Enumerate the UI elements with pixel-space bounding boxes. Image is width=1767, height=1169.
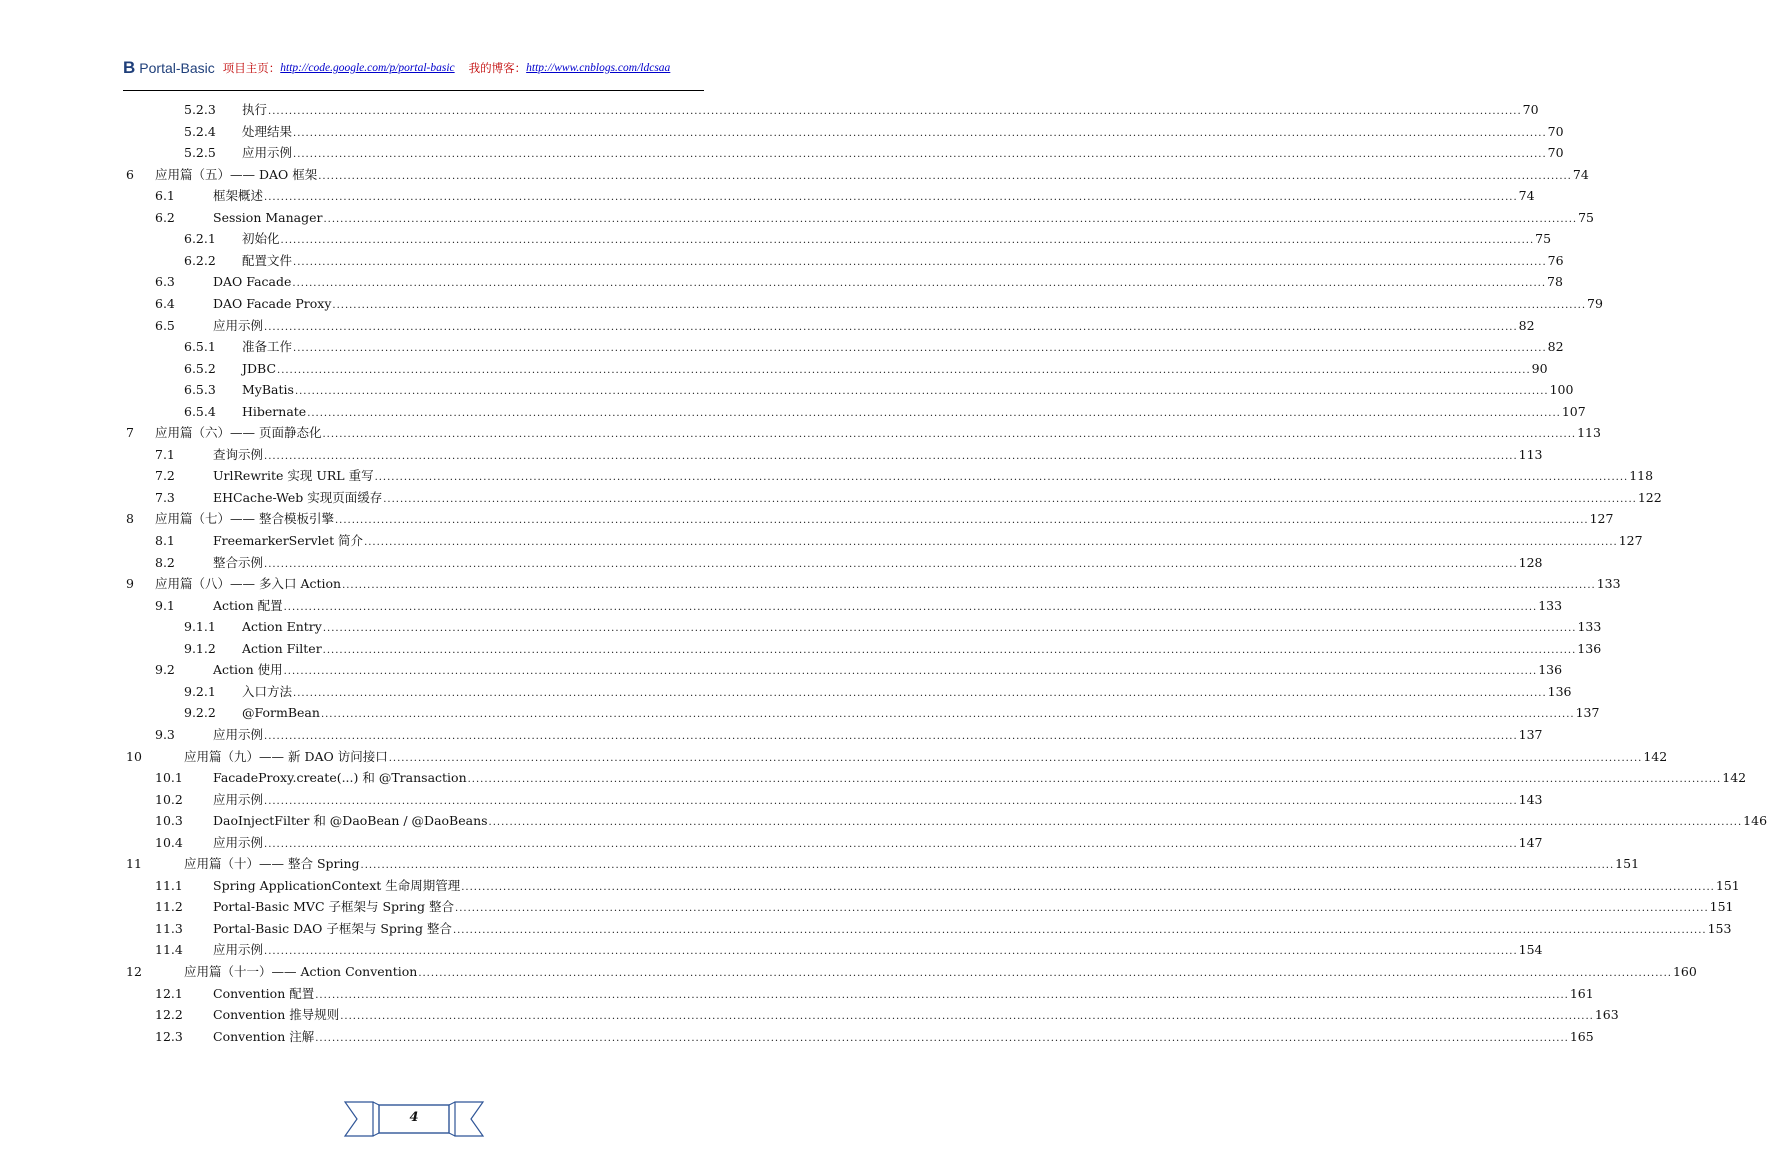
toc-entry-title: 配置文件: [242, 252, 293, 268]
toc-entry-title: Action 配置: [213, 597, 283, 613]
toc-entry-number: 5.2.3: [184, 102, 216, 117]
toc-entry[interactable]: [0, 487, 1662, 508]
toc-entry[interactable]: [0, 702, 1600, 723]
toc-entry[interactable]: [0, 746, 1668, 767]
toc-entry[interactable]: [0, 832, 1543, 853]
toc-entry-title: 应用篇（六）—— 页面静态化: [155, 425, 322, 441]
toc-entry-number: 12.2: [155, 1007, 183, 1023]
toc-entry-page: 133: [1577, 619, 1602, 635]
toc-entry[interactable]: [0, 401, 1586, 422]
toc-entry[interactable]: [0, 422, 1601, 443]
toc-entry[interactable]: [0, 99, 1539, 120]
toc-entry[interactable]: [0, 250, 1564, 271]
toc-entry-number: 9: [126, 576, 134, 592]
toc-dot-leader: ............................................................................................................................................................................................................................................................................................................: [418, 968, 1672, 979]
toc-dot-leader: ............................................................................................................................................................................................................................................................................................................: [293, 127, 1547, 139]
toc-dot-leader: ............................................................................................................................................................................................................................................................................................................: [452, 924, 1707, 936]
toc-dot-leader: ............................................................................................................................................................................................................................................................................................................: [315, 1032, 1569, 1044]
toc-entry-number: 12: [126, 964, 142, 979]
toc-entry[interactable]: [0, 358, 1548, 379]
toc-entry-number: 10.1: [155, 770, 183, 786]
toc-entry-page: 165: [1569, 1028, 1594, 1044]
toc-entry-title: 应用篇（十）—— 整合 Spring: [184, 856, 360, 872]
toc-dot-leader: ............................................................................................................................................................................................................................................................................................................: [293, 343, 1547, 355]
toc-entry-title: Convention 推导规则: [213, 1007, 340, 1023]
toc-entry-title: 应用示例: [213, 942, 264, 958]
toc-entry-number: 6.5.1: [184, 339, 216, 355]
toc-entry-page: 136: [1577, 640, 1602, 656]
toc-entry-page: 107: [1561, 403, 1586, 419]
toc-entry[interactable]: [0, 142, 1564, 163]
toc-dot-leader: ............................................................................................................................................................................................................................................................................................................: [383, 493, 1637, 505]
toc-dot-leader: ............................................................................................................................................................................................................................................................................................................: [283, 601, 1538, 613]
toc-dot-leader: ............................................................................................................................................................................................................................................................................................................: [364, 537, 1618, 548]
toc-entry-title: Action 使用: [213, 662, 283, 678]
toc-entry-title: @FormBean: [242, 705, 320, 721]
toc-dot-leader: ............................................................................................................................................................................................................................................................................................................: [322, 429, 1577, 441]
toc-dot-leader: ............................................................................................................................................................................................................................................................................................................: [334, 515, 1589, 527]
header-bar: [123, 58, 670, 78]
toc-entry-number: 6.1: [155, 188, 175, 204]
toc-entry-page: 70: [1547, 145, 1564, 161]
toc-entry-title: Spring ApplicationContext 生命周期管理: [213, 877, 461, 893]
toc-dot-leader: ............................................................................................................................................................................................................................................................................................................: [467, 774, 1722, 786]
toc-entry-number: 9.2: [155, 662, 175, 678]
logo-mark: B: [123, 58, 136, 77]
toc-entry[interactable]: [0, 228, 1552, 249]
toc-entry-page: 151: [1615, 856, 1640, 872]
homepage-label: 项目主页：: [222, 61, 281, 75]
toc-entry-page: 142: [1722, 770, 1747, 786]
toc-entry-page: 70: [1522, 102, 1539, 117]
toc-entry[interactable]: [0, 293, 1603, 314]
toc-entry-number: 5.2.5: [184, 145, 216, 161]
toc-entry-page: 133: [1538, 597, 1563, 613]
toc-entry-number: 12.3: [155, 1028, 183, 1044]
toc-entry-title: 应用示例: [213, 317, 264, 333]
toc-entry-page: 90: [1531, 360, 1548, 376]
toc-entry[interactable]: [0, 379, 1574, 400]
toc-entry-page: 147: [1518, 834, 1543, 850]
toc-entry-title: Action Entry: [242, 619, 322, 635]
toc-entry-number: 7.1: [155, 446, 175, 462]
toc-entry[interactable]: [0, 207, 1594, 228]
toc-entry-number: 9.1.1: [184, 619, 216, 635]
toc-entry-page: 122: [1637, 489, 1662, 505]
toc-entry-number: 9.3: [155, 726, 175, 742]
toc-entry-title: MyBatis: [242, 382, 294, 398]
toc-entry[interactable]: [0, 767, 1747, 788]
toc-entry-number: 11.2: [155, 899, 183, 915]
toc-entry-page: 82: [1518, 317, 1535, 333]
toc-dot-leader: ............................................................................................................................................................................................................................................................................................................: [292, 278, 1547, 290]
toc-entry[interactable]: [0, 724, 1543, 745]
toc-dot-leader: ............................................................................................................................................................................................................................................................................................................: [374, 472, 1629, 484]
toc-entry-number: 9.1: [155, 597, 175, 613]
toc-entry-page: 163: [1594, 1007, 1619, 1023]
toc-entry-number: 6.5.3: [184, 382, 216, 398]
toc-dot-leader: ............................................................................................................................................................................................................................................................................................................: [293, 687, 1547, 699]
toc-entry[interactable]: [0, 961, 1697, 982]
toc-entry-page: 78: [1547, 274, 1563, 290]
toc-entry-number: 11.1: [155, 877, 183, 893]
toc-entry-title: 应用篇（八）—— 多入口 Action: [155, 576, 342, 592]
toc-dot-leader: ............................................................................................................................................................................................................................................................................................................: [332, 299, 1587, 311]
portal-basic-logo: [123, 58, 215, 78]
toc-entry-page: 136: [1547, 683, 1572, 699]
toc-entry-number: 6.4: [155, 295, 175, 311]
toc-entry-title: DAO Facade Proxy: [213, 295, 332, 311]
toc-entry-number: 6.2.1: [184, 231, 216, 247]
toc-entry-title: EHCache-Web 实现页面缓存: [213, 489, 383, 505]
toc-entry-number: 10.2: [155, 791, 183, 807]
toc-entry-title: Action Filter: [242, 640, 322, 656]
toc-entry[interactable]: [0, 595, 1563, 616]
toc-entry-page: 133: [1596, 576, 1621, 592]
toc-entry-title: Convention 配置: [213, 985, 315, 1001]
toc-entry-title: 应用示例: [213, 834, 264, 850]
toc-entry-page: 113: [1518, 446, 1543, 462]
toc-entry-page: 142: [1643, 748, 1668, 764]
toc-dot-leader: ............................................................................................................................................................................................................................................................................................................: [455, 903, 1709, 915]
toc-entry[interactable]: [0, 573, 1621, 594]
toc-entry-title: FacadeProxy.create(...) 和 @Transaction: [213, 770, 467, 786]
toc-entry[interactable]: [0, 875, 1740, 896]
toc-entry[interactable]: [0, 616, 1602, 637]
toc-entry-number: 10.4: [155, 834, 183, 850]
homepage-link[interactable]: http://code.google.com/p/portal-basic: [280, 62, 455, 74]
toc-entry-page: 113: [1577, 425, 1601, 441]
toc-entry-page: 137: [1575, 705, 1600, 721]
toc-entry-number: 8.1: [155, 533, 175, 548]
toc-dot-leader: ............................................................................................................................................................................................................................................................................................................: [488, 817, 1743, 829]
toc-entry-title: 应用示例: [213, 726, 264, 742]
toc-entry-page: 118: [1629, 468, 1654, 484]
toc-entry-page: 161: [1569, 985, 1594, 1001]
toc-entry[interactable]: [0, 810, 1767, 831]
blog-link[interactable]: http://www.cnblogs.com/ldcsaa: [526, 62, 671, 74]
blog-label: 我的博客：: [468, 61, 527, 75]
toc-entry[interactable]: [0, 659, 1563, 680]
toc-entry-number: 11.4: [155, 942, 183, 958]
toc-dot-leader: ............................................................................................................................................................................................................................................................................................................: [264, 730, 1518, 742]
toc-dot-leader: ............................................................................................................................................................................................................................................................................................................: [268, 106, 1522, 117]
toc-entry[interactable]: [0, 530, 1643, 551]
toc-entry[interactable]: [0, 681, 1572, 702]
toc-entry-title: Session Manager: [213, 209, 323, 225]
toc-dot-leader: ............................................................................................................................................................................................................................................................................................................: [264, 946, 1518, 958]
toc-entry-number: 11: [126, 856, 142, 872]
toc-entry-number: 10.3: [155, 813, 183, 829]
header-divider: [123, 90, 704, 91]
toc-entry-number: 11.3: [155, 920, 183, 936]
toc-entry-number: 7: [126, 425, 134, 441]
toc-entry-number: 7.3: [155, 489, 175, 505]
toc-entry-title: 应用篇（十一）—— Action Convention: [184, 964, 418, 979]
toc-entry-number: 6: [126, 166, 134, 182]
toc-entry-page: 136: [1538, 662, 1563, 678]
toc-entry-title: 入口方法: [242, 683, 293, 699]
toc-entry-number: 6.5.4: [184, 403, 216, 419]
toc-entry-title: JDBC: [242, 360, 277, 376]
toc-entry-number: 10: [126, 748, 142, 764]
toc-entry-page: 70: [1547, 123, 1564, 139]
toc-entry[interactable]: [0, 1026, 1594, 1047]
toc-entry-page: 154: [1518, 942, 1543, 958]
toc-entry-title: Hibernate: [242, 403, 307, 419]
toc-entry-page: 146: [1743, 813, 1767, 829]
toc-entry[interactable]: [0, 315, 1535, 336]
toc-entry[interactable]: [0, 508, 1614, 529]
toc-dot-leader: ............................................................................................................................................................................................................................................................................................................: [264, 558, 1518, 570]
toc-entry-title: 应用篇（五）—— DAO 框架: [155, 166, 318, 182]
toc-entry-page: 151: [1709, 899, 1734, 915]
toc-entry[interactable]: [0, 638, 1602, 659]
toc-dot-leader: ............................................................................................................................................................................................................................................................................................................: [388, 752, 1643, 764]
toc-dot-leader: ............................................................................................................................................................................................................................................................................................................: [360, 860, 1615, 872]
toc-entry[interactable]: [0, 444, 1543, 465]
toc-dot-leader: ............................................................................................................................................................................................................................................................................................................: [293, 149, 1547, 161]
toc-entry-title: 框架概述: [213, 188, 264, 204]
toc-entry-title: 应用示例: [213, 791, 264, 807]
toc-entry-title: UrlRewrite 实现 URL 重写: [213, 468, 374, 484]
toc-dot-leader: ............................................................................................................................................................................................................................................................................................................: [461, 881, 1715, 893]
page-number: 4: [409, 1110, 419, 1125]
toc-dot-leader: ............................................................................................................................................................................................................................................................................................................: [322, 623, 1577, 635]
toc-entry[interactable]: [0, 939, 1543, 960]
toc-entry-number: 12.1: [155, 985, 183, 1001]
toc-dot-leader: ............................................................................................................................................................................................................................................................................................................: [264, 192, 1518, 204]
toc-entry-page: 151: [1715, 877, 1740, 893]
toc-entry-title: 应用篇（九）—— 新 DAO 访问接口: [184, 748, 388, 764]
toc-entry-page: 160: [1672, 964, 1697, 979]
toc-entry-page: 74: [1572, 166, 1589, 182]
toc-entry[interactable]: [0, 271, 1563, 292]
toc-entry[interactable]: [0, 336, 1564, 357]
toc-dot-leader: ............................................................................................................................................................................................................................................................................................................: [318, 170, 1572, 182]
toc-entry-title: 处理结果: [242, 123, 293, 139]
toc-entry-title: 执行: [242, 102, 268, 117]
toc-entry-title: FreemarkerServlet 简介: [213, 533, 364, 548]
toc-dot-leader: ............................................................................................................................................................................................................................................................................................................: [264, 321, 1518, 333]
page-footer: [343, 1098, 485, 1140]
toc-entry-page: 79: [1587, 295, 1603, 311]
toc-entry-title: 应用篇（七）—— 整合模板引擎: [155, 511, 334, 527]
toc-entry-title: DAO Facade: [213, 274, 292, 290]
toc-entry-title: 准备工作: [242, 339, 293, 355]
toc-dot-leader: ............................................................................................................................................................................................................................................................................................................: [280, 235, 1535, 247]
toc-dot-leader: ............................................................................................................................................................................................................................................................................................................: [283, 666, 1538, 678]
toc-entry[interactable]: [0, 164, 1589, 185]
toc-dot-leader: ............................................................................................................................................................................................................................................................................................................: [294, 386, 1549, 398]
toc-entry-number: 6.2: [155, 209, 175, 225]
toc-dot-leader: ............................................................................................................................................................................................................................................................................................................: [264, 838, 1518, 850]
toc-entry-page: 127: [1589, 511, 1614, 527]
toc-entry-title: DaoInjectFilter 和 @DaoBean / @DaoBeans: [213, 813, 488, 829]
toc-dot-leader: ............................................................................................................................................................................................................................................................................................................: [340, 1011, 1594, 1023]
toc-entry-title: Convention 注解: [213, 1028, 315, 1044]
page-header: [0, 52, 827, 92]
toc-dot-leader: ............................................................................................................................................................................................................................................................................................................: [320, 709, 1575, 721]
toc-entry-title: 整合示例: [213, 554, 264, 570]
toc-entry-title: 应用示例: [242, 145, 293, 161]
toc-entry-number: 6.2.2: [184, 252, 216, 268]
toc-dot-leader: ............................................................................................................................................................................................................................................................................................................: [342, 580, 1596, 592]
toc-entry-number: 8.2: [155, 554, 175, 570]
toc-entry-number: 7.2: [155, 468, 175, 484]
toc-dot-leader: ............................................................................................................................................................................................................................................................................................................: [293, 256, 1547, 268]
toc-entry-page: 74: [1518, 188, 1535, 204]
toc-dot-leader: ............................................................................................................................................................................................................................................................................................................: [315, 989, 1569, 1001]
toc-entry-page: 127: [1618, 533, 1643, 548]
toc-dot-leader: ............................................................................................................................................................................................................................................................................................................: [322, 644, 1577, 656]
toc-entry-number: 9.2.1: [184, 683, 216, 699]
toc-entry[interactable]: [0, 789, 1543, 810]
toc-entry-title: 初始化: [242, 231, 280, 247]
toc-entry-page: 76: [1547, 252, 1564, 268]
toc-entry-title: 查询示例: [213, 446, 264, 462]
toc-entry[interactable]: [0, 983, 1594, 1004]
toc-entry[interactable]: [0, 918, 1732, 939]
toc-entry-page: 75: [1535, 231, 1552, 247]
toc-dot-leader: ............................................................................................................................................................................................................................................................................................................: [264, 450, 1518, 462]
toc-dot-leader: ............................................................................................................................................................................................................................................................................................................: [264, 795, 1518, 807]
toc-entry-number: 8: [126, 511, 134, 527]
toc-entry-number: 9.1.2: [184, 640, 216, 656]
toc-entry[interactable]: [0, 185, 1535, 206]
toc-entry-title: Portal-Basic MVC 子框架与 Spring 整合: [213, 899, 455, 915]
toc-entry[interactable]: [0, 121, 1564, 142]
toc-entry-page: 75: [1578, 209, 1594, 225]
toc-entry-page: 128: [1518, 554, 1543, 570]
toc-entry-title: Portal-Basic DAO 子框架与 Spring 整合: [213, 920, 452, 936]
logo-text: Portal-Basic: [139, 60, 215, 76]
toc-entry-page: 137: [1518, 726, 1543, 742]
toc-entry-number: 6.5: [155, 317, 175, 333]
toc-entry-number: 9.2.2: [184, 705, 216, 721]
toc-entry-page: 82: [1547, 339, 1564, 355]
toc-entry[interactable]: [0, 465, 1654, 486]
toc-entry[interactable]: [0, 853, 1640, 874]
toc-entry-number: 6.3: [155, 274, 175, 290]
toc-entry[interactable]: [0, 1004, 1619, 1025]
toc-entry-page: 143: [1518, 791, 1543, 807]
toc-entry[interactable]: [0, 896, 1734, 917]
toc-entry-number: 6.5.2: [184, 360, 216, 376]
toc-entry-page: 100: [1549, 382, 1574, 398]
toc-entry[interactable]: [0, 552, 1543, 573]
toc-dot-leader: ............................................................................................................................................................................................................................................................................................................: [277, 364, 1531, 376]
toc-entry-number: 5.2.4: [184, 123, 216, 139]
toc-dot-leader: ............................................................................................................................................................................................................................................................................................................: [323, 213, 1578, 225]
toc-dot-leader: ............................................................................................................................................................................................................................................................................................................: [307, 407, 1561, 419]
toc-entry-page: 153: [1707, 920, 1732, 936]
